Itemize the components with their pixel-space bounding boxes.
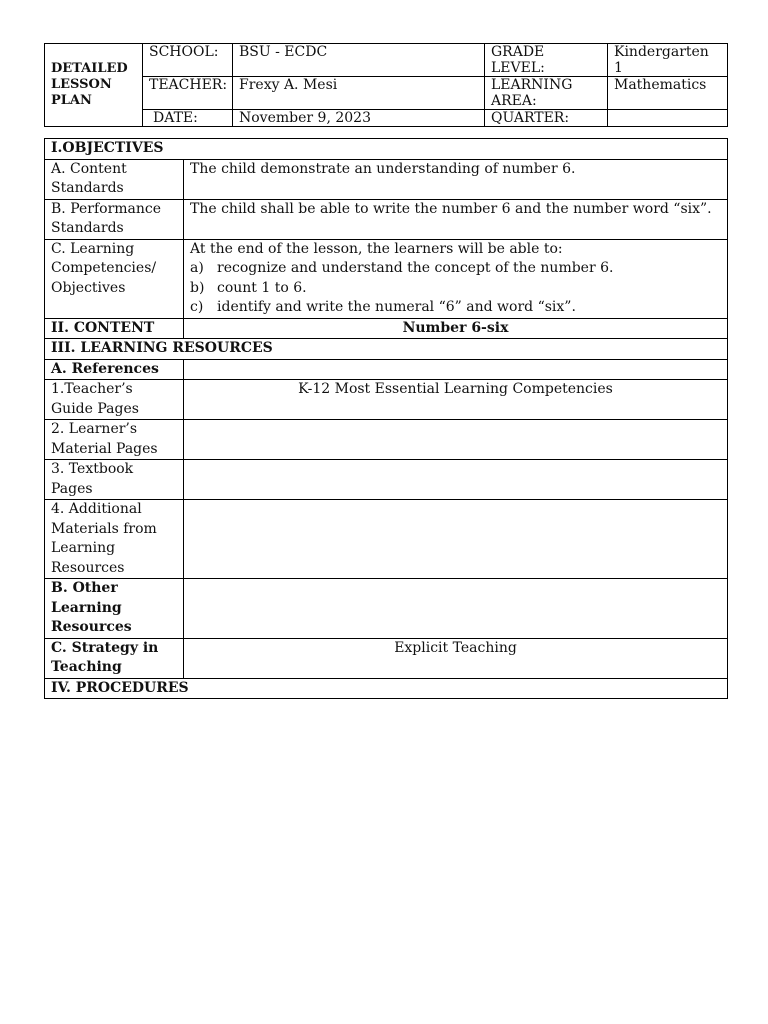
competencies-label: C. Learning Competencies/ Objectives [45,239,184,318]
additional-materials-label: 4. Additional Materials from Learning Resources [45,500,184,579]
learners-material-label: 2. Learner’s Material Pages [45,420,184,460]
school-label: SCHOOL: [143,44,233,77]
procedures-heading: IV. PROCEDURES [45,678,728,699]
performance-standards-label: B. Performance Standards [45,199,184,239]
content-standards-value: The child demonstrate an understanding of number 6. [184,159,728,199]
teacher-label: TEACHER: [143,77,233,110]
additional-materials-value [184,500,728,579]
learners-material-value [184,420,728,460]
teacher-value: Frexy A. Mesi [233,77,485,110]
lesson-plan-table [44,138,728,699]
school-value: BSU - ECDC [233,44,485,77]
area-label: LEARNING AREA: [485,77,608,110]
teachers-guide-value: K-12 Most Essential Learning Competencies [184,380,728,420]
resources-heading: III. LEARNING RESOURCES [45,339,728,360]
competencies-intro: At the end of the lesson, the learners will be able to: [190,240,563,257]
teachers-guide-label: 1.Teacher’s Guide Pages [45,380,184,420]
objectives-heading: I.OBJECTIVES [45,139,728,160]
quarter-value [608,110,728,127]
doc-title: DETAILED LESSON PLAN [45,44,143,127]
other-resources-label: B. Other Learning Resources [45,579,184,639]
quarter-label: QUARTER: [485,110,608,127]
strategy-value: Explicit Teaching [184,638,728,678]
references-value [184,359,728,380]
list-text: count 1 to 6. [217,279,307,296]
grade-label: GRADE LEVEL: [485,44,608,77]
list-item [190,298,721,318]
references-label: A. References [45,359,184,380]
competencies-cell [184,239,728,318]
list-text: identify and write the numeral “6” and word “six”. [217,299,576,315]
grade-value: Kindergarten 1 [608,44,728,77]
list-marker: b) [190,279,205,296]
content-standards-label: A. Content Standards [45,159,184,199]
strategy-label: C. Strategy in Teaching [45,638,184,678]
list-text: recognize and understand the concept of the number 6. [217,260,614,276]
textbook-value [184,460,728,500]
textbook-label: 3. Textbook Pages [45,460,184,500]
list-marker: a) [190,260,204,276]
date-value: November 9, 2023 [233,110,485,127]
header-table [44,43,728,127]
list-item [190,259,721,279]
date-label: DATE: [143,110,233,127]
list-marker: c) [190,299,204,315]
other-resources-value [184,579,728,639]
list-item [190,279,721,299]
content-heading: II. CONTENT [45,318,184,339]
area-value: Mathematics [608,77,728,110]
performance-standards-value: The child shall be able to write the number 6 and the number word “six”. [184,199,728,239]
content-value: Number 6-six [184,318,728,339]
